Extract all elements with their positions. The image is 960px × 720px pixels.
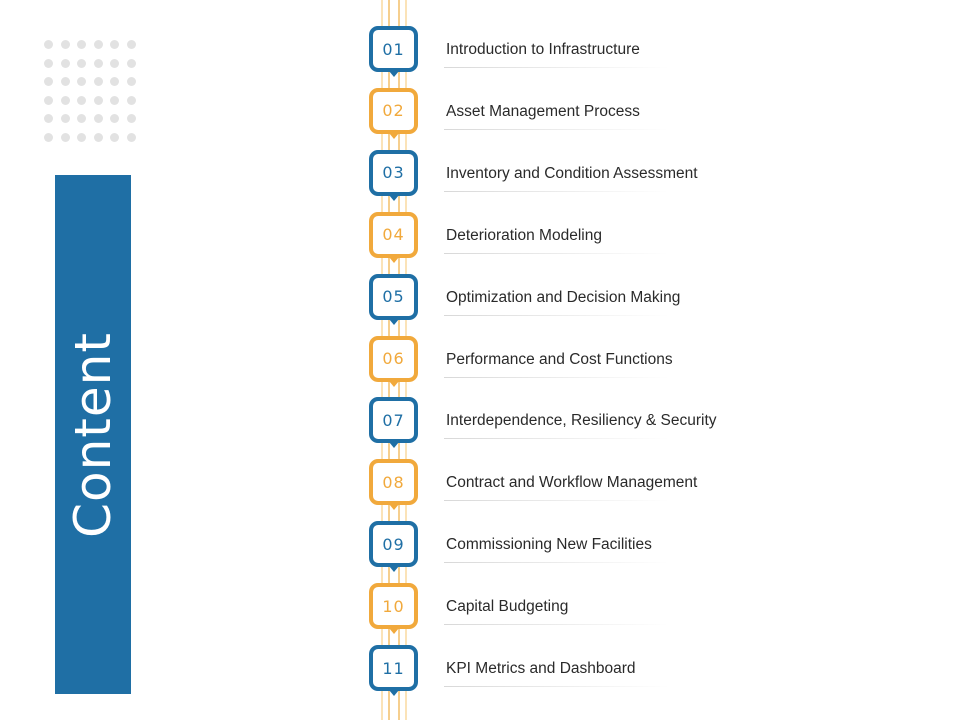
agenda-item-underline [444, 253, 669, 254]
number-badge: 07 [369, 397, 418, 443]
agenda-item-label: Optimization and Decision Making [446, 288, 681, 306]
number-badge: 10 [369, 583, 418, 629]
number-badge: 08 [369, 459, 418, 505]
number-badge: 03 [369, 150, 418, 196]
agenda-item [0, 150, 960, 212]
agenda-item-underline [444, 315, 669, 316]
agenda-item [0, 645, 960, 707]
agenda-item-label: Capital Budgeting [446, 598, 569, 616]
agenda-item [0, 274, 960, 336]
agenda-item [0, 26, 960, 88]
number-badge: 04 [369, 212, 418, 258]
number-badge: 01 [369, 26, 418, 72]
agenda-item-underline [444, 377, 669, 378]
agenda-item-label: Performance and Cost Functions [446, 350, 673, 368]
agenda-item-label: Introduction to Infrastructure [446, 41, 640, 58]
agenda-item-underline [444, 624, 669, 625]
agenda-item-underline [444, 129, 669, 130]
number-badge: 09 [369, 521, 418, 567]
agenda-item [0, 336, 960, 398]
agenda-item-label: KPI Metrics and Dashboard [446, 660, 636, 677]
agenda-item-underline [444, 686, 669, 687]
agenda-item-label: Deterioration Modeling [446, 226, 602, 244]
agenda-item [0, 583, 960, 645]
agenda-item-label: Asset Management Process [446, 102, 640, 120]
number-badge: 11 [369, 645, 418, 691]
number-badge: 05 [369, 274, 418, 320]
agenda-item-label: Interdependence, Resiliency & Security [446, 412, 717, 430]
agenda-item-label: Contract and Workflow Management [446, 474, 698, 492]
agenda-item-underline [444, 500, 669, 501]
number-badge: 02 [369, 88, 418, 134]
agenda-item [0, 459, 960, 521]
number-badge: 06 [369, 336, 418, 382]
agenda-item-underline [444, 191, 669, 192]
agenda-item [0, 212, 960, 274]
agenda-item-underline [444, 562, 669, 563]
agenda-item-underline [444, 438, 669, 439]
agenda-item [0, 521, 960, 583]
agenda-item-underline [444, 67, 669, 68]
agenda-item [0, 88, 960, 150]
agenda-item-label: Commissioning New Facilities [446, 536, 652, 554]
agenda-item-label: Inventory and Condition Assessment [446, 164, 698, 182]
page-title: Content [64, 331, 123, 538]
agenda-item [0, 397, 960, 459]
